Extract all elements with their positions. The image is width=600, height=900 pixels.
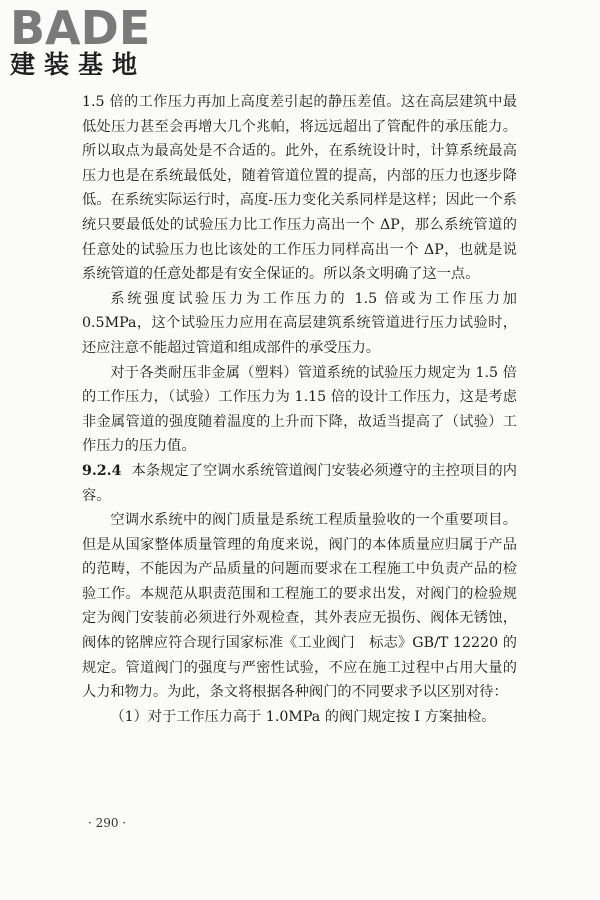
page-number: · 290 · — [88, 816, 127, 830]
section-text: 本条规定了空调水系统管道阀门安装必须遵守的主控项目的内容。 — [82, 462, 517, 504]
logo-wordmark: BADE — [10, 1, 151, 55]
paragraph: 空调水系统中的阀门质量是系统工程质量验收的一个重要项目。但是从国家整体质量管理的角度来说，阀门的本体质量应归属于产品的范畴，不能因为产品质量的问题而要求在工程施工中负责产品的检验工作。本规范从职责范围和工程施工的要求出发，对阀门的检验规定为阀门安装前必须进行外观检查，其外表应无损伤、阀体无锈蚀，阀体的铭牌应符合现行国家标准《工业阀门 标志》GB/T 12220 的规定。管道阀门的强度与严密性试验，不应在施工过程中占用大量的人力和物力。为此，条文将根据各种阀门的不同要求予以区别对待： — [82, 512, 517, 701]
paragraph: 系统强度试验压力为工作压力的 1.5 倍或为工作压力加 0.5MPa，这个试验压力应用在高层建筑系统管道进行压力试验时，还应注意不能超过管道和组成部件的承受压力。 — [82, 290, 517, 356]
brand-logo — [10, 1, 151, 80]
paragraph: （1）对于工作压力高于 1.0MPa 的阀门规定按 Ⅰ 方案抽检。 — [110, 708, 496, 725]
section-number: 9.2.4 — [82, 462, 122, 479]
page-body — [82, 90, 517, 729]
section-paragraph — [82, 459, 517, 508]
paragraph: 1.5 倍的工作压力再加上高度差引起的静压差值。这在高层建筑中最低处压力甚至会再增大几个兆帕，将远远超出了管配件的承压能力。所以取点为最高处是不合适的。此外，在系统设计时，计算系统最高压力也是在系统最低处，随着管道位置的提高，内部的压力也逐步降低。在系统实际运行时，高度-压力变化关系同样是这样；因此一个系统只要最低处的试验压力比工作压力高出一个 ΔP，那么系统管道的任意处的试验压力也比该处的工作压力同样高出一个 ΔP，也就是说系统管道的任意处都是有安全保证的。所以条文明确了这一点。 — [82, 94, 517, 283]
paragraph: 对于各类耐压非金属（塑料）管道系统的试验压力规定为 1.5 倍的工作压力，（试验）工作压力为 1.15 倍的设计工作压力，这是考虑非金属管道的强度随着温度的上升而下降，故适当提高了（试验）工作压力的压力值。 — [82, 364, 517, 455]
logo-subtitle: 建装基地 — [10, 50, 147, 79]
